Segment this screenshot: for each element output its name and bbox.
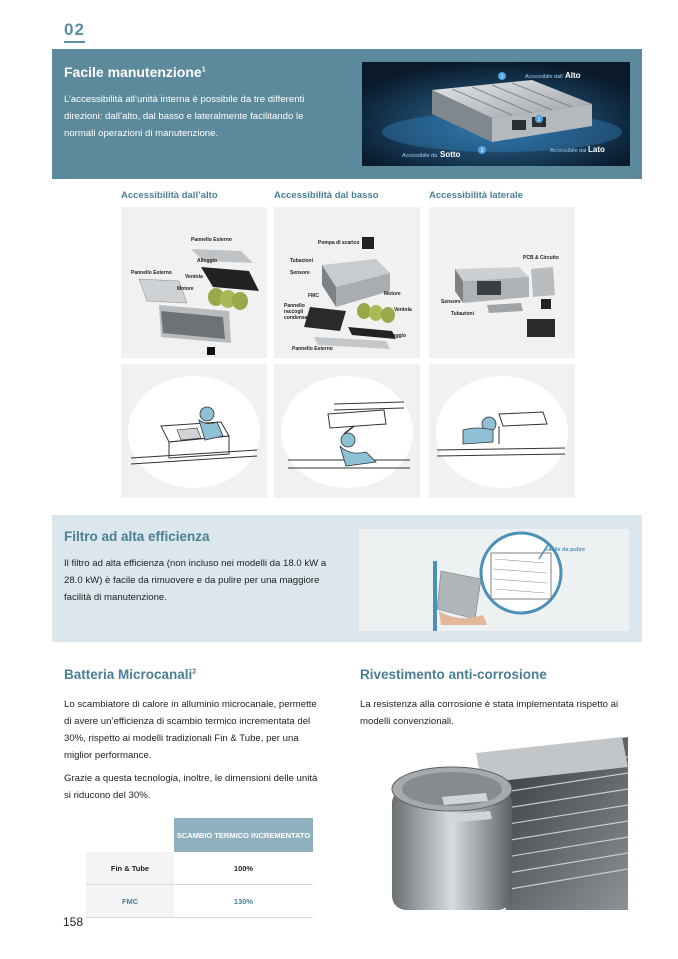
corrosion-coil-image [386, 737, 628, 910]
hero-unit-image [362, 62, 630, 166]
col-title-side: Accessibilità laterale [429, 190, 523, 201]
label-side-2: Tubazioni [451, 311, 474, 317]
diagram-side-access [429, 207, 575, 358]
table-header: SCAMBIO TERMICO INCREMENTATO [174, 818, 313, 852]
label-top-0: Pannello Esterno [191, 237, 232, 243]
label-side-0: PCB & Circuito [523, 255, 559, 261]
label-bottom-6: Ventola [394, 307, 412, 313]
hero-label-bottom: Sotto [440, 150, 461, 159]
hero-label-side-prefix: Accessibile dal [550, 148, 587, 154]
label-bottom-0: Pompa di scarico [318, 240, 360, 246]
hero-label-top-prefix: Accessibile dall’ [525, 74, 564, 80]
filter-section [52, 515, 642, 642]
maintenance-text: L’accessibilità all’unità interna è possibile da tre differenti direzioni: dall’alto, dal basso e lateralmente facilitando le normali operazioni di manutenzione. [64, 94, 305, 139]
page-number: 158 [63, 915, 84, 929]
diagram-bottom-access [274, 207, 420, 358]
corrosion-text: La resistenza alla corrosione è stata implementata rispetto ai modelli convenzionali. [360, 699, 619, 727]
illustration-top-access [121, 364, 267, 498]
heat-exchange-table [86, 818, 313, 918]
corrosion-title: Rivestimento anti-corrosione [360, 667, 547, 682]
microchannel-text-1: Lo scambiatore di calore in alluminio microcanale, permette di avere un’efficienza di scambio termico incrementata del 30%, rispetto ai modelli tradizionali Fin & Tube, per una miglior performance. [64, 699, 317, 761]
filter-text: Il filtro ad alta efficienza (non incluso nei modelli da 18.0 kW a 28.0 kW) è facile da rimuovere e da pulire per una maggiore facilità di manutenzione. [64, 558, 327, 603]
table-cell-value: 100% [174, 852, 313, 885]
label-bottom-1: Tubazioni [290, 258, 313, 264]
maintenance-title: Facile manutenzione$^1$ [64, 64, 206, 80]
microchannel-text-2: Grazie a questa tecnologia, inoltre, le dimensioni delle unità si riducono del 30%. [64, 773, 318, 801]
table-cell-value: 130% [174, 885, 313, 918]
hero-marker-3: 3 [480, 148, 484, 154]
label-top-4: Motore [177, 286, 194, 292]
table-header-empty [86, 818, 174, 852]
label-bottom-8: Pannello Esterno [292, 346, 333, 352]
section-number: 02 [64, 20, 85, 43]
table-row [86, 885, 313, 918]
hero-label-bottom-prefix: Accessibile da [402, 153, 438, 159]
label-bottom-4: Motore [384, 291, 401, 297]
filter-callout: Facile da pulire [545, 547, 586, 553]
label-top-2: Pannello Esterno [131, 270, 172, 276]
illustration-bottom-access [274, 364, 420, 498]
label-top-1: Alloggio [197, 258, 217, 264]
hero-label-side: Lato [588, 145, 605, 154]
filter-title: Filtro ad alta efficienza [64, 529, 210, 544]
filter-image [359, 529, 629, 631]
hero-marker-2: 2 [537, 117, 541, 123]
hero-label-top: Alto [565, 71, 581, 80]
microchannel-title: Batteria Microcanali$^2$ [64, 667, 197, 682]
maintenance-section [52, 49, 642, 179]
illustration-side-access [429, 364, 575, 498]
label-bottom-3: FMC [308, 293, 319, 299]
label-top-3: Ventola [185, 274, 203, 280]
label-bottom-5: Pannello raccogli condensa [284, 303, 308, 321]
label-bottom-7: Alloggio [386, 333, 406, 339]
col-title-top: Accessibilità dall’alto [121, 190, 218, 201]
col-title-bottom: Accessibilità dal basso [274, 190, 379, 201]
table-cell-name: Fin & Tube [86, 852, 174, 885]
diagram-top-access [121, 207, 267, 358]
table-row [86, 852, 313, 885]
label-side-1: Sensore [441, 299, 461, 305]
hero-marker-1: 1 [500, 74, 504, 80]
label-bottom-2: Sensore [290, 270, 310, 276]
table-cell-name: FMC [86, 885, 174, 918]
